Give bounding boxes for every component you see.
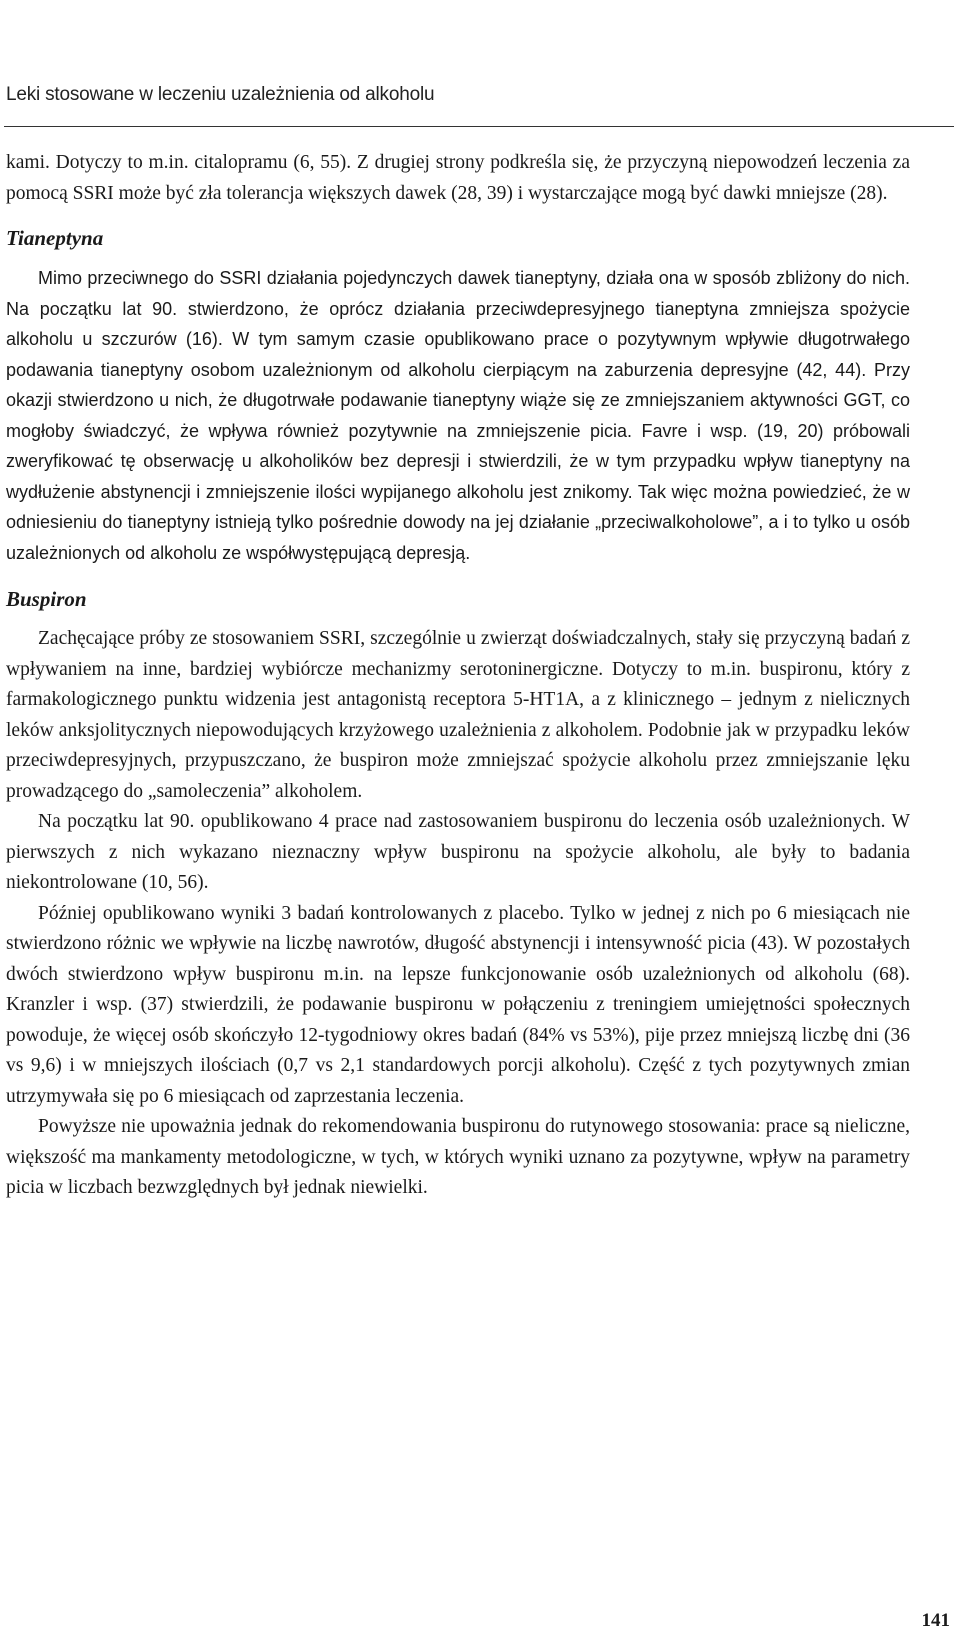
- buspiron-paragraph-4: Powyższe nie upoważnia jednak do rekomendowania buspironu do rutynowego stosowania: prace są nieliczne, większość ma mankamenty metodologiczne, w tych, w których wyniki uznano za pozytywne, wpływ na parametry picia w liczbach bezwzględnych był jednak niewielki.: [6, 1116, 910, 1198]
- running-header: Leki stosowane w leczeniu uzależnienia od alkoholu: [6, 84, 435, 105]
- buspiron-paragraph-3: Później opublikowano wyniki 3 badań kontrolowanych z placebo. Tylko w jednej z nich po 6 miesiącach nie stwierdzono różnic we wpływie na liczbę nawrotów, długość abstynencji i intensywność picia (43). W pozostałych dwóch stwierdzono wpływ buspironu m.in. na lepsze funkcjonowanie osób uzależnionych od alkoholu (68). Kranzler i wsp. (37) stwierdzili, że podawanie buspironu w połączeniu z treningiem umiejętności społecznych powoduje, że więcej osób skończyło 12-tygodniowy okres badań (84% vs 53%), pije przez mniejszą liczbę dni (36 vs 9,6) i w mniejszych ilościach (0,7 vs 2,1 standardowych porcji alkoholu). Część z tych pozytywnych zmian utrzymywała się po 6 miesiącach od zaprzestania leczenia.: [6, 902, 910, 1107]
- tianeptyna-paragraph: Mimo przeciwnego do SSRI działania pojedynczych dawek tianeptyny, działa ona w sposób zbliżony do nich. Na początku lat 90. stwierdzono, że oprócz działania przeciwdepresyjnego tianeptyna zmniejsza spożycie alkoholu u szczurów (16). W tym samym czasie opublikowano prace o pozytywnym wpływie długotrwałego podawania tianeptyny osobom uzależnionym od alkoholu cierpiącym na zaburzenia depresyjne (42, 44). Przy okazji stwierdzono u nich, że długotrwałe podawanie tianeptyny wiąże się ze zmniejszaniem aktywności GGT, co mogłoby świadczyć, że wpływa również pozytywnie na zmniejszenie picia. Favre i wsp. (19, 20) próbowali zweryfikować tę obserwację u alkoholików bez depresji i stwierdzili, że w tym przypadku wpływ tianeptyny na wydłużenie abstynencji i zmniejszenie ilości wypijanego alkoholu jest znikomy. Tak więc można powiedzieć, że w odniesieniu do tianeptyny istnieją tylko pośrednie dowody na jej działanie „przeciwalkoholowe”, a i to tylko u osób uzależnionych od alkoholu ze współwystępującą depresją.: [6, 268, 910, 563]
- header-rule: [4, 126, 954, 127]
- continuation-paragraph: kami. Dotyczy to m.in. citalopramu (6, 55). Z drugiej strony podkreśla się, że przyczyną niepowodzeń leczenia za pomocą SSRI może być zła tolerancja większych dawek (28, 39) i wystarczające mogą być dawki mniejsze (28).: [6, 152, 910, 204]
- buspiron-paragraph-1: Zachęcające próby ze stosowaniem SSRI, szczególnie u zwierząt doświadczalnych, stały się przyczyną badań z wpływaniem na inne, bardziej wybiórcze mechanizmy serotoninergiczne. Dotyczy to m.in. buspironu, który z farmakologicznego punktu widzenia jest antagonistą receptora 5-HT1A, a z klinicznego – jednym z nielicznych leków anksjolitycznych niepowodujących krzyżowego uzależnienia z alkoholem. Podobnie jak w przypadku leków przeciwdepresyjnych, przypuszczano, że buspiron może zmniejszać spożycie alkoholu przez zmniejszanie lęku prowadzącego do „samoleczenia” alkoholem.: [6, 628, 910, 802]
- section-heading-tianeptyna: Tianeptyna: [6, 226, 104, 250]
- body-text: [6, 148, 910, 1204]
- section-heading-buspiron: Buspiron: [6, 587, 87, 611]
- buspiron-paragraph-2: Na początku lat 90. opublikowano 4 prace nad zastosowaniem buspironu do leczenia osób uzależnionych. W pierwszych z nich wykazano nieznaczny wpływ buspironu na spożycie alkoholu, ale były to badania niekontrolowane (10, 56).: [6, 811, 910, 893]
- page-number: 141: [921, 1610, 950, 1631]
